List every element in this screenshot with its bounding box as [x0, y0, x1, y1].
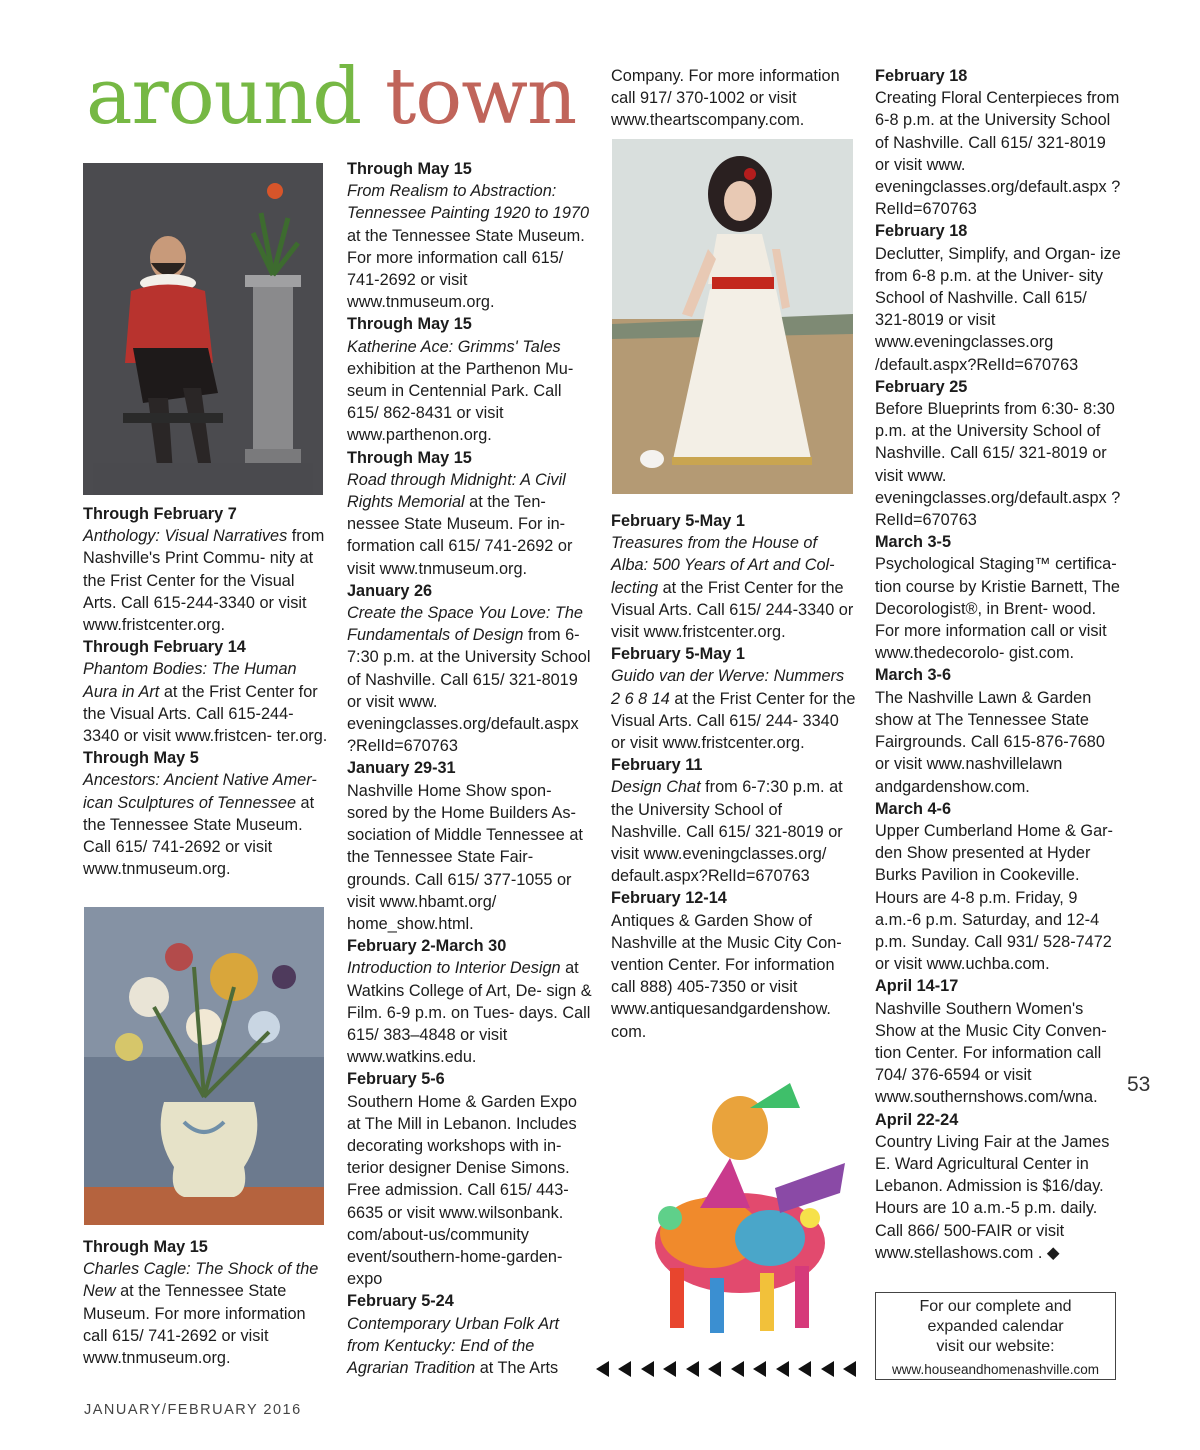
event-entry — [875, 65, 1123, 220]
event-date: January 26 — [347, 581, 433, 600]
event-details: from 6-7:30 p.m. at the University School of Nashville. Call 615/ 321-8019 or visit www. eveningclasses.org/default.aspx ?RelId=670763 — [347, 626, 591, 756]
event-details: Declutter, Simplify, and Organ- ize from 6-8 p.m. at the Univer- sity School of Nashville. Call 615/ 321-8019 or visit www.eveningclasses.org /default.aspx?RelId=670763 — [875, 244, 1121, 374]
event-details: exhibition at the Parthenon Mu- seum in Centennial Park. Call 615/ 862-8431 or visit www.parthenon.org. — [347, 359, 574, 445]
event-details: Company. For more information call 917/ 370-1002 or visit www.theartscompany.com. — [611, 67, 840, 130]
left-arrow-icon — [686, 1361, 699, 1377]
event-date: Through February 14 — [83, 638, 246, 657]
event-details: Antiques & Garden Show of Nashville at the Music City Con- vention Center. For information call 888) 405-7350 or visit www.antiquesandgardenshow. com. — [611, 911, 842, 1041]
event-details: Southern Home & Garden Expo at The Mill in Lebanon. Includes decorating workshops with in- terior designer Denise Simons. Free admission. Call 615/ 443- 6635 or visit www.wilsonbank. com/about-us/community event/southern-home-garden- expo — [347, 1092, 577, 1289]
event-details: at the Tennessee State Museum. For more information call 615/ 741-2692 or visit www.tnmuseum.org. — [83, 1282, 306, 1368]
event-title: Guido van der Werve: Nummers 2 6 8 14 — [611, 667, 845, 708]
photo-seated-man — [83, 163, 323, 495]
event-details: Country Living Fair at the James E. Ward Agricultural Center in Lebanon. Admission is $16/day. Hours are 10 a.m.-5 p.m. daily. Call 866/ 500-FAIR or visit www.stellashows.com . ◆ — [875, 1132, 1110, 1262]
column-3-top — [611, 65, 856, 132]
event-date: Through May 15 — [347, 448, 472, 467]
event-date: March 4-6 — [875, 799, 952, 818]
event-date: Through May 15 — [347, 160, 472, 178]
left-arrow-icon — [663, 1361, 676, 1377]
event-details: from 6-7:30 p.m. at the University School of Nashville. Call 615/ 321-8019 or visit www.eveningclasses.org/ default.aspx?RelId=670763 — [611, 778, 843, 886]
event-entry — [83, 1236, 328, 1369]
event-title: Katherine Ace: Grimms' Tales — [347, 337, 561, 356]
event-title: Create the Space You Love: The Fundamentals of Design — [347, 604, 583, 645]
callout-line: expanded calendar — [927, 1318, 1064, 1335]
event-entry — [83, 747, 328, 880]
event-title: Anthology: Visual Narratives — [83, 527, 288, 546]
column-1-lower — [83, 1236, 328, 1369]
event-date: February 5-24 — [347, 1292, 454, 1311]
event-details: Nashville Southern Women's Show at the Music City Conven- tion Center. For information call 704/ 376-6594 or visit www.southernshows.com/wna. — [875, 999, 1107, 1107]
event-entry — [347, 1068, 592, 1290]
event-entry — [611, 643, 856, 754]
event-details: at the Frist Center for the Visual Arts. Call 615/ 244-3340 or visit www.fristcenter.org. — [611, 578, 854, 642]
event-entry — [83, 636, 328, 747]
event-title: Charles Cagle: The Shock of the New — [83, 1260, 319, 1301]
event-entry — [875, 798, 1123, 976]
event-entry — [347, 935, 592, 1068]
event-details: at the Ten- nessee State Museum. For in- formation call 615/ 741-2692 or visit www.tnmuseum.org. — [347, 493, 573, 578]
left-arrow-icon — [798, 1361, 811, 1377]
callout-line: visit our website: — [936, 1338, 1055, 1355]
event-entry — [875, 975, 1123, 1108]
website-link[interactable]: www.houseandhomenashville.com — [891, 1362, 1100, 1377]
event-title: Contemporary Urban Folk Art from Kentucky: End of the Agrarian Tradition — [347, 1314, 560, 1377]
left-arrow-icon — [821, 1361, 834, 1377]
event-title: Ancestors: Ancient Native Amer- ican Sculptures of Tennessee — [83, 771, 317, 812]
sculpture-folk-art — [600, 1068, 855, 1344]
event-date: February 11 — [611, 756, 703, 775]
event-entry — [347, 580, 592, 758]
event-entry — [347, 757, 592, 935]
event-date: February 25 — [875, 377, 968, 396]
left-arrow-icon — [843, 1361, 856, 1377]
event-entry — [611, 887, 856, 1042]
event-date: Through May 5 — [83, 749, 199, 768]
event-entry — [875, 1109, 1123, 1264]
event-entry — [347, 447, 592, 580]
event-entry — [611, 754, 856, 887]
event-date: January 29-31 — [347, 759, 456, 778]
event-title: Phantom Bodies: The Human Aura in Art — [83, 660, 297, 701]
painting-flowers-vase — [84, 907, 324, 1225]
event-date: March 3-6 — [875, 666, 952, 685]
event-details: at The Arts — [479, 1358, 559, 1377]
event-title: Treasures from the House of Alba: 500 Years of Art and Col- lecting — [611, 534, 835, 597]
event-entry — [611, 510, 856, 643]
event-details: at Watkins College of Art, De- sign & Film. 6-9 p.m. on Tues- days. Call 615/ 383–4848 or visit www.watkins.edu. — [347, 959, 592, 1067]
event-entry — [875, 220, 1123, 375]
column-1 — [83, 503, 328, 880]
event-details: Creating Floral Centerpieces from 6-8 p.m. at the University School of Nashville. Call 615/ 321-8019 or visit www. eveningclasses.org/default.aspx ?RelId=670763 — [875, 89, 1121, 219]
event-date: Through May 15 — [83, 1238, 208, 1256]
event-details: at the Tennessee State Museum. Call 615/ 741-2692 or visit www.tnmuseum.org. — [83, 793, 315, 879]
column-3 — [611, 510, 856, 1043]
event-entry — [347, 158, 592, 313]
event-date: Through February 7 — [83, 505, 237, 523]
event-details: Psychological Staging™ certifica- tion course by Kristie Barnett, The Decorologist®, in Brent- wood. For more information call or visit www.thedecorolo- gist.com. — [875, 555, 1120, 663]
event-title: Introduction to Interior Design — [347, 959, 561, 978]
title-word-town: town — [384, 52, 577, 142]
event-details: at the Frist Center for the Visual Arts. Call 615/ 244- 3340 or visit www.fristcenter.org. — [611, 689, 856, 753]
event-entry — [83, 503, 328, 636]
event-date: March 3-5 — [875, 533, 952, 552]
page-number: 53 — [1127, 1073, 1151, 1096]
left-arrow-icon — [753, 1361, 766, 1377]
event-details: at the Frist Center for the Visual Arts. Call 615-244-3340 or visit www.fristcen- ter.org. — [83, 682, 328, 746]
event-date: February 18 — [875, 222, 968, 241]
title-word-around: around — [86, 52, 362, 142]
event-title: Road through Midnight: A Civil Rights Memorial — [347, 470, 566, 512]
event-date: February 12-14 — [611, 889, 727, 908]
event-entry — [875, 376, 1123, 531]
left-arrow-icon — [596, 1361, 609, 1377]
left-arrow-icon — [641, 1361, 654, 1377]
issue-date-footer: JANUARY/FEBRUARY 2016 — [84, 1402, 302, 1418]
left-arrow-icon — [618, 1361, 631, 1377]
event-date: February 5-May 1 — [611, 645, 745, 664]
event-title: From Realism to Abstraction: Tennessee Painting 1920 to 1970 — [347, 182, 590, 223]
left-arrow-icon — [776, 1361, 789, 1377]
event-entry — [875, 531, 1123, 664]
event-details: Upper Cumberland Home & Gar- den Show presented at Hyder Burks Pavilion in Cookeville. Hours are 4-8 p.m. Friday, 9 a.m.-6 p.m. Saturday, and 12-4 p.m. Sunday. Call 931/ 528-7472 or visit www.uchba.com. — [875, 821, 1113, 974]
event-details: Before Blueprints from 6:30- 8:30 p.m. at the University School of Nashville. Call 615/ 321-8019 or visit www. eveningclasses.org/default.aspx ?RelId=670763 — [875, 400, 1121, 530]
event-title: Design Chat — [611, 778, 701, 797]
event-entry — [875, 664, 1123, 797]
event-entry — [347, 1290, 592, 1379]
website-callout-box — [875, 1292, 1116, 1380]
event-date: February 5-May 1 — [611, 512, 745, 530]
event-details: The Nashville Lawn & Garden show at The Tennessee State Fairgrounds. Call 615-876-7680 or visit www.nashvillelawn andgardenshow.com. — [875, 688, 1105, 796]
event-entry — [347, 313, 592, 446]
arrow-row — [596, 1358, 856, 1380]
event-details: at the Tennessee State Museum. For more information call 615/ 741-2692 or visit www.tnmuseum.org. — [347, 226, 585, 312]
event-date: February 5-6 — [347, 1070, 445, 1089]
callout-line: For our complete and — [919, 1298, 1072, 1315]
left-arrow-icon — [708, 1361, 721, 1377]
event-details: Nashville Home Show spon- sored by the Home Builders As- sociation of Middle Tennessee at the Tennessee State Fair- grounds. Call 615/ 377-1055 or visit www.hbamt.org/ home_show.html. — [347, 781, 583, 933]
event-date: April 14-17 — [875, 977, 959, 996]
event-details: from Nashville's Print Commu- nity at the Frist Center for the Visual Arts. Call 615-244-3340 or visit www.fristcenter.org. — [83, 527, 325, 635]
section-title — [86, 52, 577, 142]
left-arrow-icon — [731, 1361, 744, 1377]
event-date: Through May 15 — [347, 315, 472, 334]
column-2 — [347, 158, 592, 1379]
column-4 — [875, 65, 1123, 1264]
event-date: February 2-March 30 — [347, 937, 507, 956]
painting-duchess-white-dress — [612, 139, 853, 494]
event-date: February 18 — [875, 67, 968, 85]
event-date: April 22-24 — [875, 1110, 959, 1129]
